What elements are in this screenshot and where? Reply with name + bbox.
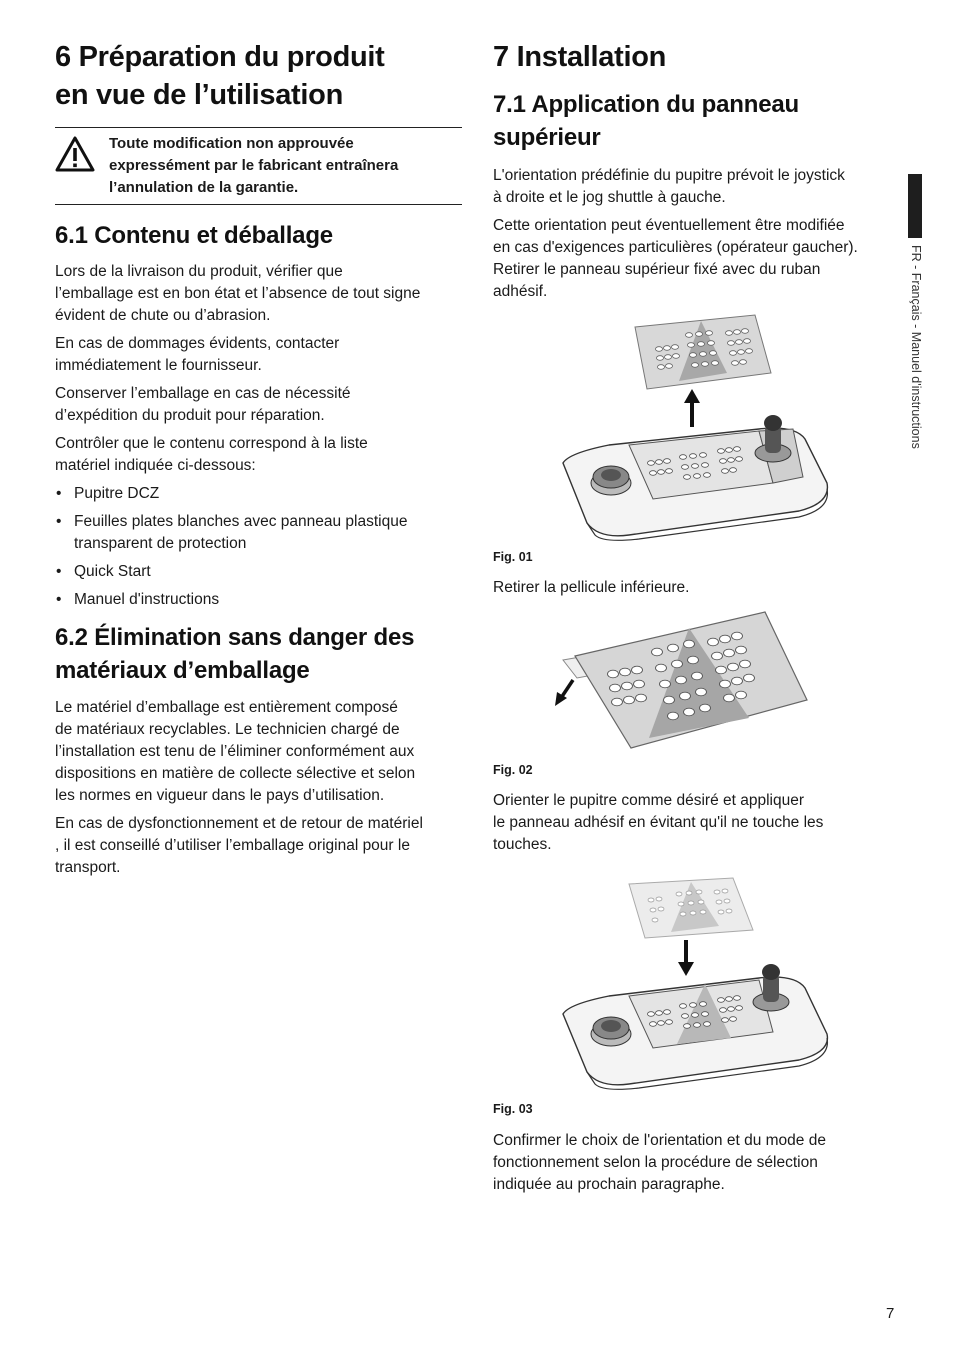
warning-line: l’annulation de la garantie. <box>109 179 299 196</box>
section-7-1-intro <box>493 165 893 309</box>
figure-01-illustration <box>559 313 839 541</box>
top-panel-sheet <box>629 878 753 938</box>
section-6-2-body <box>55 697 462 885</box>
text-line: d’expédition du produit pour réparation. <box>55 407 325 424</box>
warning-triangle-icon <box>55 135 95 173</box>
paragraph <box>55 697 462 807</box>
text-line: Orienter le pupitre comme désiré et appliquer <box>493 792 805 809</box>
text-line: évident de chute ou d’abrasion. <box>55 307 271 324</box>
text-line: Lors de la livraison du produit, vérifier que <box>55 263 343 280</box>
console-device <box>563 964 827 1089</box>
section-7-1-title-line2: supérieur <box>493 124 601 151</box>
text-line: En cas de dysfonctionnement et de retour de matériel <box>55 815 423 832</box>
text-line: en cas d'exigences particulières (opérateur gaucher). <box>493 239 858 256</box>
paragraph <box>55 813 462 879</box>
section-6-1-title: 6.1 Contenu et déballage <box>55 222 333 249</box>
list-item <box>55 589 462 611</box>
bullet: • <box>56 485 62 502</box>
adhesive-panel <box>575 612 807 748</box>
text-line: dispositions en matière de collecte sélective et selon <box>55 765 416 782</box>
list-item-text: Pupitre DCZ <box>74 485 160 502</box>
text-line: Cette orientation peut éventuellement être modifiée <box>493 217 845 234</box>
text-line: , il est conseillé d’utiliser l’emballage original pour le <box>55 837 410 854</box>
list-item-text: Feuilles plates blanches avec panneau plastique <box>74 513 408 530</box>
text-line: touches. <box>493 836 552 853</box>
warning-line: expressément par le fabricant entraînera <box>109 157 399 174</box>
text-line: immédiatement le fournisseur. <box>55 357 262 374</box>
list-item-text: Quick Start <box>74 563 151 580</box>
bullet: • <box>56 563 62 580</box>
jog-shuttle <box>591 1017 631 1046</box>
text-line: à droite et le jog shuttle à gauche. <box>493 189 726 206</box>
paragraph <box>493 790 893 856</box>
page-number: 7 <box>886 1305 895 1322</box>
warning-line: Toute modification non approuvée <box>109 135 354 152</box>
section-6-2-title-line2: matériaux d’emballage <box>55 657 310 684</box>
text-line: les normes en vigueur dans le pays d’utilisation. <box>55 787 385 804</box>
paragraph <box>493 215 893 303</box>
text-line: le panneau adhésif en évitant qu'il ne touche les <box>493 814 824 831</box>
text-line: L'orientation prédéfinie du pupitre prévoit le joystick <box>493 167 845 184</box>
text-line: matériel indiquée ci-dessous: <box>55 457 256 474</box>
paragraph <box>493 165 893 209</box>
paragraph <box>493 1130 893 1196</box>
warning-box <box>55 127 462 205</box>
arrow-down-icon <box>678 940 694 976</box>
figure-02-caption: Fig. 02 <box>493 763 533 777</box>
paragraph <box>55 261 462 327</box>
text-line: Retirer la pellicule inférieure. <box>493 579 690 596</box>
figure-03-illustration <box>559 874 839 1092</box>
text-line: fonctionnement selon la procédure de sélection <box>493 1154 818 1171</box>
text-line: Conserver l’emballage en cas de nécessité <box>55 385 351 402</box>
arrow-up-icon <box>684 389 700 427</box>
arrow-down-left-icon <box>555 680 573 706</box>
paragraph <box>55 333 462 377</box>
text-line: de matériaux recyclables. Le technicien chargé de <box>55 721 400 738</box>
section-6-title <box>55 38 462 114</box>
section-6-title-line2: en vue de l’utilisation <box>55 79 343 111</box>
section-6-1-body <box>55 261 462 617</box>
text-line: Contrôler que le contenu correspond à la liste <box>55 435 368 452</box>
list-item <box>55 511 462 555</box>
text-line: transport. <box>55 859 121 876</box>
paragraph <box>55 433 462 477</box>
list-item-text: transparent de protection <box>74 535 247 552</box>
figure-01-caption: Fig. 01 <box>493 550 533 564</box>
section-7-title: 7 Installation <box>493 41 667 73</box>
bullet: • <box>56 513 62 530</box>
section-7-1-title-line1: 7.1 Application du panneau <box>493 91 799 118</box>
language-tab-label: FR - Français - Manuel d'instructions <box>909 245 923 449</box>
text-line: Retirer le panneau supérieur fixé avec du ruban <box>493 261 821 278</box>
list-item <box>55 561 462 583</box>
section-7-1-title <box>493 88 893 154</box>
text-line: adhésif. <box>493 283 548 300</box>
contents-list <box>55 483 462 611</box>
language-tab-bar <box>908 174 922 238</box>
paragraph <box>55 383 462 427</box>
bullet: • <box>56 591 62 608</box>
figure-03-caption: Fig. 03 <box>493 1102 533 1116</box>
jog-shuttle <box>591 466 631 495</box>
text-line: l’emballage est en bon état et l’absence de tout signe <box>55 285 421 302</box>
section-6-2-title-line1: 6.2 Élimination sans danger des <box>55 624 415 651</box>
section-6-2-title <box>55 621 462 687</box>
console-device <box>563 415 827 540</box>
warning-text <box>109 133 398 199</box>
list-item-text: Manuel d'instructions <box>74 591 220 608</box>
top-panel-sheet <box>635 315 771 389</box>
text-line: indiquée au prochain paragraphe. <box>493 1176 725 1193</box>
text-line: Confirmer le choix de l'orientation et du mode de <box>493 1132 826 1149</box>
list-item <box>55 483 462 505</box>
text-line: En cas de dommages évidents, contacter <box>55 335 340 352</box>
figure-02-illustration <box>553 608 813 750</box>
text-line: l’installation est tenu de l’éliminer conformément aux <box>55 743 415 760</box>
section-6-title-line1: 6 Préparation du produit <box>55 41 385 73</box>
text-line: Le matériel d’emballage est entièrement composé <box>55 699 398 716</box>
